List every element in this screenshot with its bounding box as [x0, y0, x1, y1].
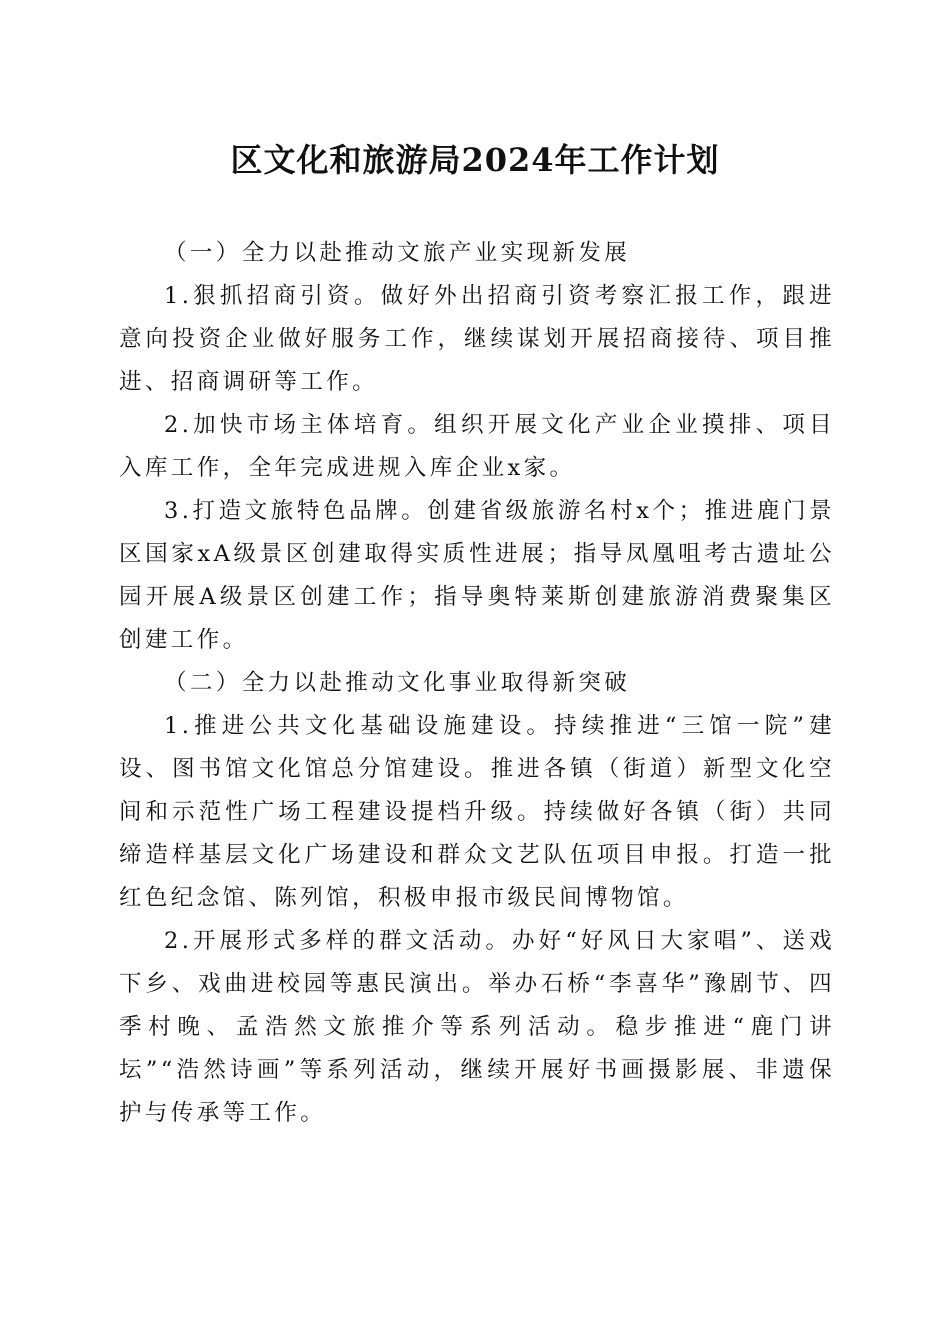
section-heading-2: （二）全力以赴推动文化事业取得新突破: [164, 670, 631, 696]
section-2-item-2: 2.开展形式多样的群文活动。办好“好风日大家唱”、送戏下乡、戏曲进校园等惠民演出。举办石桥“李喜华”豫剧节、四季村晚、孟浩然文旅推介等系列活动。稳步推进“鹿门讲坛”“浩然诗画”等系列活动，继续开展好书画摄影展、非遗保护与传承等工作。: [119, 928, 835, 1126]
section-1-item-3: 3.打造文旅特色品牌。创建省级旅游名村x个；推进鹿门景区国家xA级景区创建取得实质性进展；指导凤凰咀考古遗址公园开展A级景区创建工作；指导奥特莱斯创建旅游消费聚集区创建工作。: [119, 498, 835, 653]
section-2-item-1: 1.推进公共文化基础设施建设。持续推进“三馆一院”建设、图书馆文化馆总分馆建设。推进各镇（街道）新型文化空间和示范性广场工程建设提档升级。持续做好各镇（街）共同缔造样基层文化广场建设和群众文艺队伍项目申报。打造一批红色纪念馆、陈列馆，积极申报市级民间博物馆。: [119, 713, 835, 911]
section-heading-1: （一）全力以赴推动文旅产业实现新发展: [164, 240, 631, 266]
section-1-item-1: 1.狠抓招商引资。做好外出招商引资考察汇报工作，跟进意向投资企业做好服务工作，继续谋划开展招商接待、项目推进、招商调研等工作。: [119, 283, 835, 395]
document-body: [119, 232, 835, 1135]
document-title: 区文化和旅游局2024年工作计划: [230, 141, 720, 179]
section-1-item-2: 2.加快市场主体培育。组织开展文化产业企业摸排、项目入库工作，全年完成进规入库企业x家。: [119, 412, 835, 481]
